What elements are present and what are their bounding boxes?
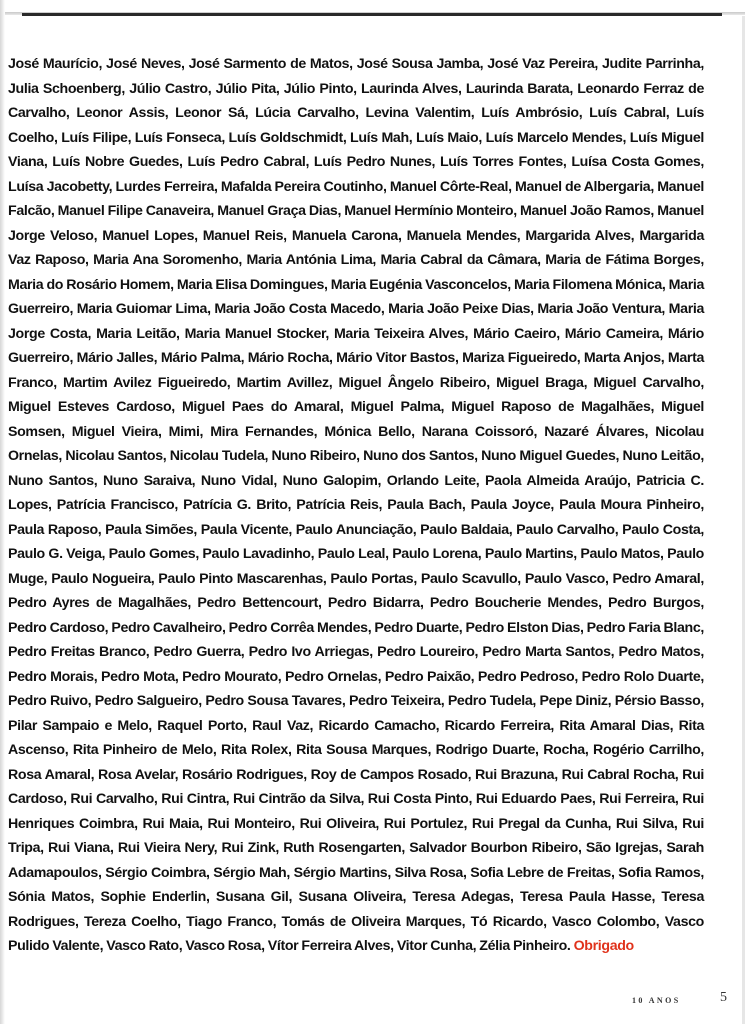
acknowledgements-names (8, 52, 704, 959)
top-rule (22, 13, 722, 16)
names-list: José Maurício, José Neves, José Sarmento de Matos, José Sousa Jamba, José Vaz Pereira, Judite Parrinha, Julia Schoenberg, Júlio Castro, Júlio Pita, Júlio Pinto, Laurinda Alves, Laurinda Barata, Leonardo Ferraz de Carvalho, Leonor Assis, Leonor Sá, Lúcia Carvalho, Levina Valentim, Luís Ambrósio, Luís Cabral, Luís Coelho, Luís Filipe, Luís Fonseca, Luís Goldschmidt, Luís Mah, Luís Maio, Luís Marcelo Mendes, Luís Miguel Viana, Luís Nobre Guedes, Luís Pedro Cabral, Luís Pedro Nunes, Luís Torres Fontes, Luísa Costa Gomes, Luísa Jacobetty, Lurdes Ferreira, Mafalda Pereira Coutinho, Manuel Côrte-Real, Manuel de Albergaria, Manuel Falcão, Manuel Filipe Canaveira, Manuel Graça Dias, Manuel Hermínio Monteiro, Manuel João Ramos, Manuel Jorge Veloso, Manuel Lopes, Manuel Reis, Manuela Carona, Manuela Mendes, Margarida Alves, Margarida Vaz Raposo, Maria Ana Soromenho, Maria Antónia Lima, Maria Cabral da Câmara, Maria de Fátima Borges, Maria do Rosário Homem, Maria Elisa Domingues, Maria Eugénia Vasconcelos, Maria Filomena Mónica, Maria Guerreiro, Maria Guiomar Lima, Maria João Costa Macedo, Maria João Peixe Dias, Maria João Ventura, Maria Jorge Costa, Maria Leitão, Maria Manuel Stocker, Maria Teixeira Alves, Mário Caeiro, Mário Cameira, Mário Guerreiro, Mário Jalles, Mário Palma, Mário Rocha, Mário Vitor Bastos, Mariza Figueiredo, Marta Anjos, Marta Franco, Martim Avilez Figueiredo, Martim Avillez, Miguel Ângelo Ribeiro, Miguel Braga, Miguel Carvalho, Miguel Esteves Cardoso, Miguel Paes do Amaral, Miguel Palma, Miguel Raposo de Magalhães, Miguel Somsen, Miguel Vieira, Mimi, Mira Fernandes, Mónica Bello, Narana Coissoró, Nazaré Álvares, Nicolau Ornelas, Nicolau Santos, Nicolau Tudela, Nuno Ribeiro, Nuno dos Santos, Nuno Miguel Guedes, Nuno Leitão, Nuno Santos, Nuno Saraiva, Nuno Vidal, Nuno Galopim, Orlando Leite, Paola Almeida Araújo, Patricia C. Lopes, Patrícia Francisco, Patrícia G. Brito, Patrícia Reis, Paula Bach, Paula Joyce, Paula Moura Pinheiro, Paula Raposo, Paula Simões, Paula Vicente, Paulo Anunciação, Paulo Baldaia, Paulo Carvalho, Paulo Costa, Paulo G. Veiga, Paulo Gomes, Paulo Lavadinho, Paulo Leal, Paulo Lorena, Paulo Martins, Paulo Matos, Paulo Muge, Paulo Nogueira, Paulo Pinto Mascarenhas, Paulo Portas, Paulo Scavullo, Paulo Vasco, Pedro Amaral, Pedro Ayres de Magalhães, Pedro Bettencourt, Pedro Bidarra, Pedro Boucherie Mendes, Pedro Burgos, Pedro Cardoso, Pedro Cavalheiro, Pedro Corrêa Mendes, Pedro Duarte, Pedro Elston Dias, Pedro Faria Blanc, Pedro Freitas Branco, Pedro Guerra, Pedro Ivo Arriegas, Pedro Loureiro, Pedro Marta Santos, Pedro Matos, Pedro Morais, Pedro Mota, Pedro Mourato, Pedro Ornelas, Pedro Paixão, Pedro Pedroso, Pedro Rolo Duarte, Pedro Ruivo, Pedro Salgueiro, Pedro Sousa Tavares, Pedro Teixeira, Pedro Tudela, Pepe Diniz, Pérsio Basso, Pilar Sampaio e Melo, Raquel Porto, Raul Vaz, Ricardo Camacho, Ricardo Ferreira, Rita Amaral Dias, Rita Ascenso, Rita Pinheiro de Melo, Rita Rolex, Rita Sousa Marques, Rodrigo Duarte, Rocha, Rogério Carrilho, Rosa Amaral, Rosa Avelar, Rosário Rodrigues, Roy de Campos Rosado, Rui Brazuna, Rui Cabral Rocha, Rui Cardoso, Rui Carvalho, Rui Cintra, Rui Cintrão da Silva, Rui Costa Pinto, Rui Eduardo Paes, Rui Ferreira, Rui Henriques Coimbra, Rui Maia, Rui Monteiro, Rui Oliveira, Rui Portulez, Rui Pregal da Cunha, Rui Silva, Rui Tripa, Rui Viana, Rui Vieira Nery, Rui Zink, Ruth Rosengarten, Salvador Bourbon Ribeiro, São Igrejas, Sarah Adamapoulos, Sérgio Coimbra, Sérgio Mah, Sérgio Martins, Silva Rosa, Sofia Lebre de Freitas, Sofia Ramos, Sónia Matos, Sophie Enderlin, Susana Gil, Susana Oliveira, Teresa Adegas, Teresa Paula Hasse, Teresa Rodrigues, Tereza Coelho, Tiago Franco, Tomás de Oliveira Marques, Tó Ricardo, Vasco Colombo, Vasco Pulido Valente, Vasco Rato, Vasco Rosa, Vítor Ferreira Alves, Vitor Cunha, Zélia Pinheiro. (8, 56, 704, 954)
scan-left-shadow (0, 0, 5, 1024)
page-number: 5 (720, 990, 727, 1005)
closing-thanks: Obrigado (573, 938, 634, 954)
footer-label: 10 ANOS (632, 996, 681, 1005)
